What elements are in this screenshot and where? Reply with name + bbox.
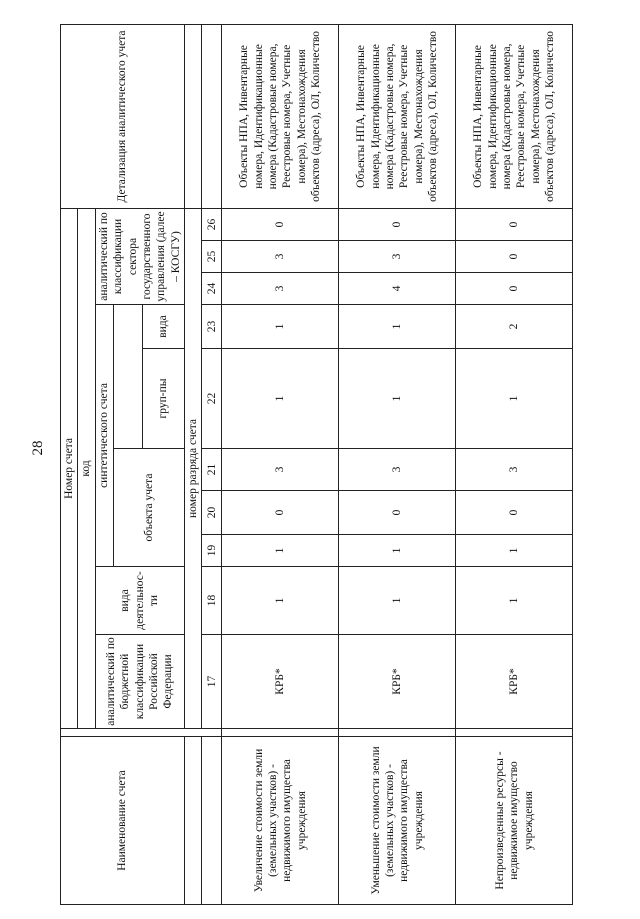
account-name: Уменьшение стоимости земли (земельных участков) - недвижимого имущества учреждения	[339, 737, 456, 905]
cell-digit-19: 1	[456, 535, 573, 567]
column-number: 22	[202, 349, 222, 449]
blank-cell	[456, 729, 573, 737]
cell-digit-21: 3	[222, 449, 339, 491]
header-account-object: объекта учета	[113, 449, 184, 567]
cell-digit-21: 3	[339, 449, 456, 491]
cell-digit-25: 3	[339, 241, 456, 273]
column-number: 21	[202, 449, 222, 491]
cell-digit-23: 2	[456, 305, 573, 349]
chart-of-accounts-table	[60, 24, 573, 905]
blank-cell	[339, 729, 456, 737]
header-group: груп-пы	[143, 349, 185, 449]
header-synthetic-account: синтетического счета	[95, 305, 113, 567]
cell-digit-24: 3	[222, 273, 339, 305]
header-analytical-code	[113, 305, 142, 449]
blank-cell	[222, 729, 339, 737]
header-blank-name	[185, 737, 202, 905]
header-detail: Детализация аналитического учета	[61, 24, 185, 208]
cell-digit-23: 1	[222, 305, 339, 349]
column-number: 25	[202, 241, 222, 273]
blank-column	[61, 729, 222, 737]
header-kosgu: аналитический по классификации сектора государственного управления (далее – КОСГУ)	[95, 208, 184, 304]
column-number: 17	[202, 635, 222, 729]
header-account-name: Наименование счета	[61, 737, 185, 905]
cell-digit-25: 3	[222, 241, 339, 273]
column-number: 23	[202, 305, 222, 349]
header-kind: вида	[143, 305, 185, 349]
account-detail: Объекты НПА, Инвентарные номера, Идентификационные номера (Кадастровые номера, Реестровые номера, Учетные номера), Местонахождения объектов (адреса), ОЛ, Количество	[339, 24, 456, 208]
table-row	[222, 24, 339, 904]
account-name: Увеличение стоимости земли (земельных участков) - недвижимого имущества учреждения	[222, 737, 339, 905]
column-number: 20	[202, 491, 222, 535]
account-name: Непроизведенные ресурсы - недвижимое имущество учреждения	[456, 737, 573, 905]
cell-digit-24: 0	[456, 273, 573, 305]
cell-digit-22: 1	[222, 349, 339, 449]
table-row	[456, 24, 573, 904]
rotated-table-wrapper	[60, 25, 557, 905]
header-blank-detail	[185, 24, 202, 208]
cell-digit-24: 4	[339, 273, 456, 305]
column-number: 26	[202, 208, 222, 240]
cell-digit-19: 1	[222, 535, 339, 567]
cell-budget-classification: КРБ*	[456, 635, 573, 729]
header-digit-number: номер разряда счета	[185, 208, 202, 728]
cell-activity-type: 1	[222, 567, 339, 635]
column-number: 19	[202, 535, 222, 567]
column-number: 24	[202, 273, 222, 305]
cell-digit-20: 0	[339, 491, 456, 535]
header-activity-type: вида деятельнос-ти	[95, 567, 184, 635]
cell-budget-classification: КРБ*	[222, 635, 339, 729]
cell-budget-classification: КРБ*	[339, 635, 456, 729]
cell-digit-26: 0	[222, 208, 339, 240]
cell-digit-21: 3	[456, 449, 573, 491]
cell-digit-20: 0	[456, 491, 573, 535]
table-row	[339, 24, 456, 904]
cell-digit-20: 0	[222, 491, 339, 535]
header-budget-classification: аналитический по бюджетной классификации Российской Федерации	[95, 635, 184, 729]
cell-digit-23: 1	[339, 305, 456, 349]
cell-digit-22: 1	[339, 349, 456, 449]
header-account-number: Номер счета	[61, 208, 78, 728]
cell-digit-22: 1	[456, 349, 573, 449]
cell-activity-type: 1	[456, 567, 573, 635]
colnum-blank-detail	[202, 24, 222, 208]
account-detail: Объекты НПА, Инвентарные номера, Идентификационные номера (Кадастровые номера, Реестровые номера, Учетные номера), Местонахождения объектов (адреса), ОЛ, Количество	[456, 24, 573, 208]
cell-activity-type: 1	[339, 567, 456, 635]
cell-digit-25: 0	[456, 241, 573, 273]
account-detail: Объекты НПА, Инвентарные номера, Идентификационные номера (Кадастровые номера, Реестровые номера, Учетные номера), Местонахождения объектов (адреса), ОЛ, Количество	[222, 24, 339, 208]
cell-digit-26: 0	[339, 208, 456, 240]
cell-digit-19: 1	[339, 535, 456, 567]
header-code: код	[78, 208, 95, 728]
page-number: 28	[30, 440, 46, 456]
column-number: 18	[202, 567, 222, 635]
cell-digit-26: 0	[456, 208, 573, 240]
colnum-blank-name	[202, 737, 222, 905]
